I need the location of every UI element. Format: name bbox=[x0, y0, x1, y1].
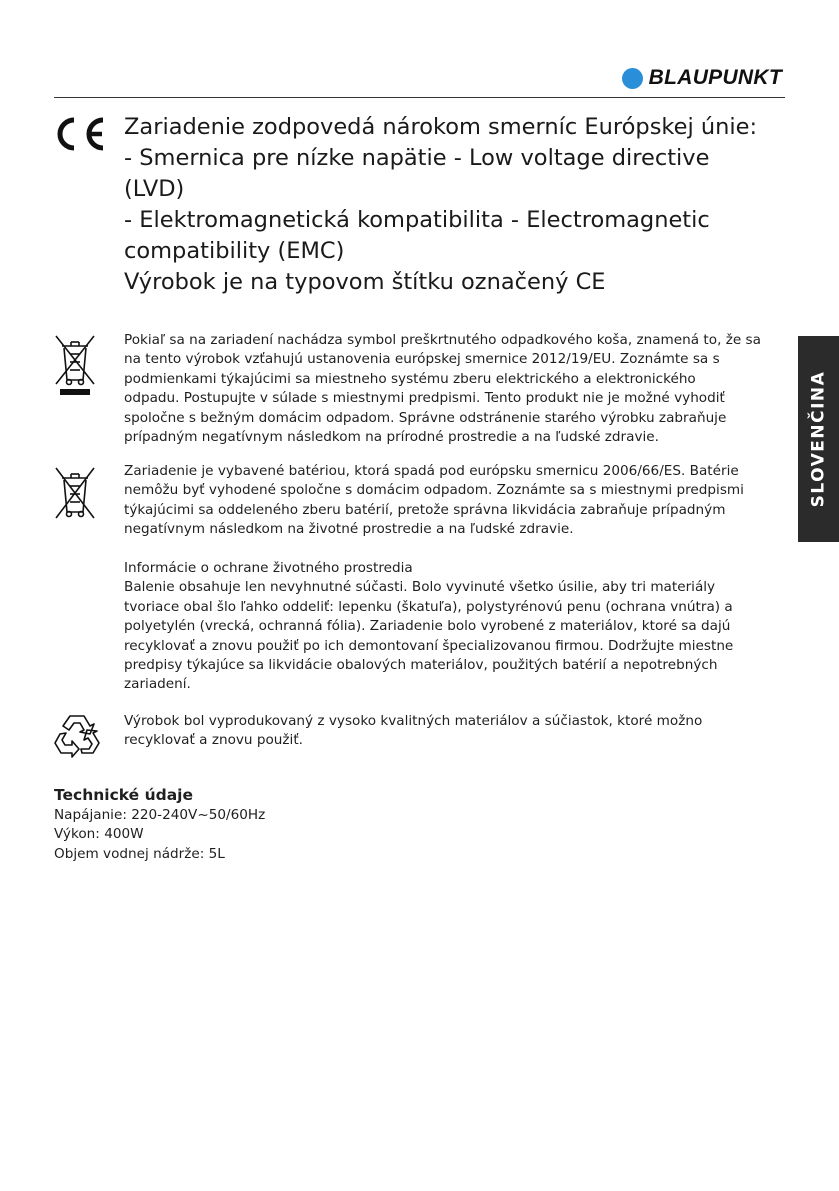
ce-line: - Elektromagnetická kompatibilita - Electromagnetic bbox=[124, 207, 710, 233]
text-line: spoločne s bežným domácim odpadom. Správne odstránenie starého výrobku zabraňuje bbox=[124, 409, 727, 426]
ce-line: Výrobok je na typovom štítku označený CE bbox=[124, 269, 606, 295]
text-line: Informácie o ochrane životného prostredia bbox=[124, 560, 413, 576]
brand-dot-icon bbox=[622, 68, 643, 89]
header-divider bbox=[54, 97, 785, 98]
text-line: predpisy týkajúce sa likvidácie obalových materiálov, použitých batérií a nepotrebných bbox=[124, 657, 718, 674]
text-line: Pokiaľ sa na zariadení nachádza symbol preškrtnutého odpadkového koša, znamená to, že sa bbox=[124, 332, 761, 348]
crossed-bin-icon bbox=[52, 332, 98, 396]
text-line: týkajúcimi sa oddeleného zberu batérií, pretože správna likvidácia zabraňuje prípadným bbox=[124, 501, 726, 518]
spec-line: Napájanie: 220-240V~50/60Hz bbox=[54, 807, 266, 823]
spec-line: Objem vodnej nádrže: 5L bbox=[54, 845, 225, 862]
text-line: podmienkami týkajúcimi sa miestneho systému zberu elektrického a elektronického bbox=[124, 370, 696, 387]
text-line: Výrobok bol vyprodukovaný z vysoko kvalitných materiálov a súčiastok, ktoré možno bbox=[124, 713, 703, 729]
text-line: odpadu. Postupujte v súlade s miestnymi predpismi. Tento produkt nie je možné vyhodiť bbox=[124, 390, 725, 407]
crossed-bin-battery-icon bbox=[52, 464, 98, 520]
ce-mark-icon bbox=[52, 114, 108, 154]
text-line: nemôžu byť vyhodené spoločne s domácim odpadom. Zoznámte sa s miestnymi predpismi bbox=[124, 482, 744, 499]
text-line: tvoriace obal šlo ľahko oddeliť: lepenku (škatuľa), polystyrénovú penu (ochrana vnútra) a bbox=[124, 598, 733, 615]
text-line: na tento výrobok vzťahujú ustanovenia európskej smernice 2012/19/EU. Zoznámte sa s bbox=[124, 351, 720, 368]
text-line: Balenie obsahuje len nevyhnutné súčasti. Bolo vyvinuté všetko úsilie, aby tri materiály bbox=[124, 579, 716, 596]
ce-line: compatibility (EMC) bbox=[124, 238, 345, 264]
text-line: recyklovať a znovu použiť. bbox=[124, 732, 303, 749]
text-line: recyklovať a znovu použiť po ich demontovaní špecializovanou firmou. Dodržujte miestne bbox=[124, 637, 734, 654]
battery-paragraph bbox=[124, 462, 786, 540]
text-line: polyetylén (vrecká, ochranná fólia). Zariadenie bolo vyrobené z materiálov, ktoré sa dajú bbox=[124, 618, 731, 635]
text-line: prípadným negatívnym následkom na prírodné prostredie a na ľudské zdravie. bbox=[124, 429, 659, 446]
technical-data bbox=[54, 784, 265, 864]
technical-title: Technické údaje bbox=[54, 786, 194, 804]
language-tab bbox=[798, 336, 839, 542]
brand-logo bbox=[622, 66, 782, 90]
recycle-icon bbox=[52, 710, 102, 758]
environment-paragraph bbox=[124, 559, 786, 695]
weee-paragraph bbox=[124, 331, 786, 447]
recycle-paragraph bbox=[124, 712, 786, 751]
ce-line: Zariadenie zodpovedá nárokom smerníc Európskej únie: bbox=[124, 114, 758, 140]
text-line: negatívnym následkom na životné prostredie a na ľudské zdravie. bbox=[124, 521, 574, 538]
brand-name: BLAUPUNKT bbox=[648, 66, 782, 89]
ce-line: (LVD) bbox=[124, 176, 185, 202]
text-line: Zariadenie je vybavené batériou, ktorá spadá pod európsku smernicu 2006/66/ES. Batérie bbox=[124, 463, 739, 479]
text-line: zariadení. bbox=[124, 676, 191, 693]
spec-line: Výkon: 400W bbox=[54, 826, 144, 843]
ce-declaration bbox=[124, 112, 804, 298]
ce-line: - Smernica pre nízke napätie - Low voltage directive bbox=[124, 145, 710, 171]
language-tab-label: SLOVENČINA bbox=[808, 370, 829, 508]
